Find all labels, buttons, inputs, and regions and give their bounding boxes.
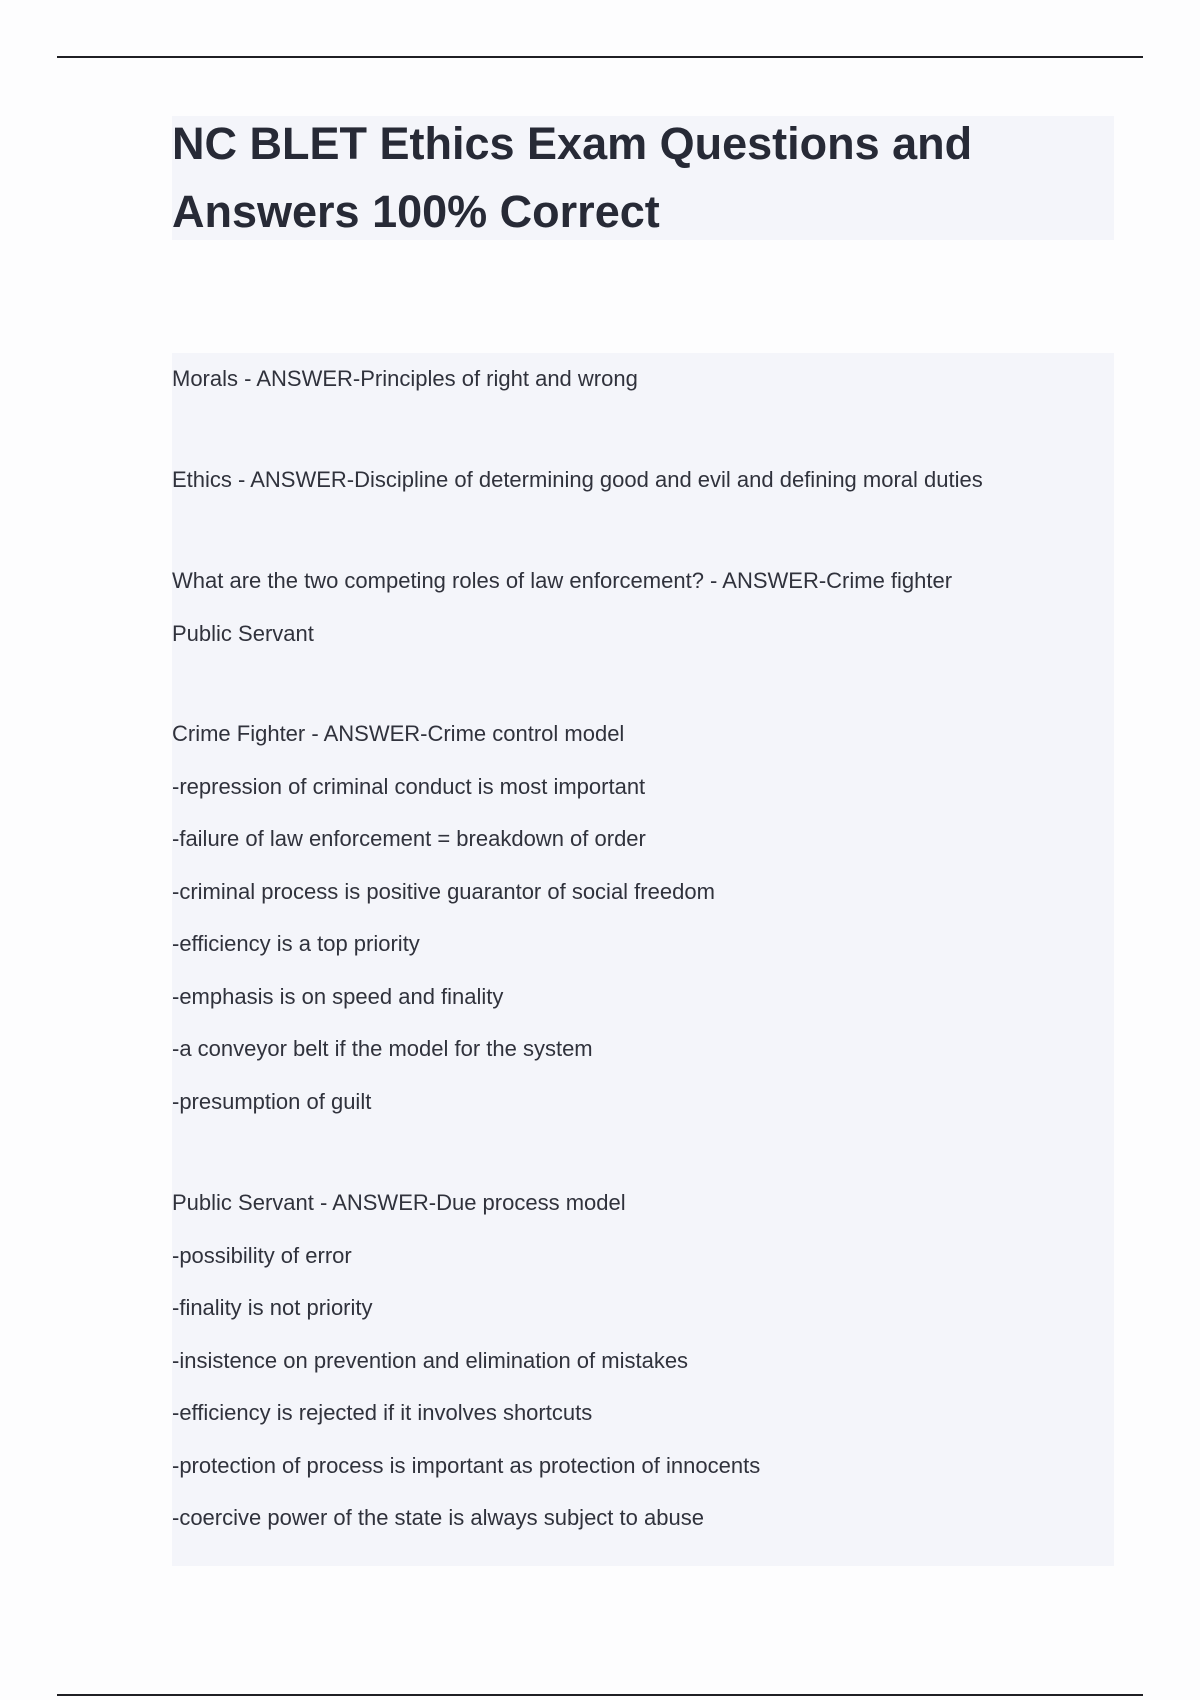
qa-line: -a conveyor belt if the model for the system <box>172 1036 593 1061</box>
qa-line: -protection of process is important as protection of innocents <box>172 1452 761 1478</box>
qa-line: -presumption of guilt <box>172 1088 372 1114</box>
qa-line: Ethics - ANSWER-Discipline of determining good and evil and defining moral duties <box>172 467 983 492</box>
qa-line: -efficiency is rejected if it involves shortcuts <box>172 1400 593 1425</box>
qa-entry-crime-fighter <box>172 708 1114 1128</box>
qa-line: -insistence on prevention and elimination of mistakes <box>172 1347 689 1373</box>
qa-entry-public-servant <box>172 1177 1114 1545</box>
qa-entry-competing-roles <box>172 555 1114 660</box>
qa-line: -repression of criminal conduct is most important <box>172 773 646 799</box>
qa-line: -criminal process is positive guarantor of social freedom <box>172 878 715 904</box>
page-footer-rule <box>57 1694 1143 1696</box>
qa-entry-ethics <box>172 454 1114 507</box>
qa-line: Public Servant <box>172 620 314 646</box>
document-title-line-1: NC BLET Ethics Exam Questions and <box>172 118 973 169</box>
qa-line: -finality is not priority <box>172 1295 373 1320</box>
qa-line: -failure of law enforcement = breakdown of order <box>172 826 646 851</box>
document-title <box>172 110 1114 246</box>
qa-line: -coercive power of the state is always subject to abuse <box>172 1505 704 1530</box>
qa-line: Crime Fighter - ANSWER-Crime control model <box>172 721 625 746</box>
document-title-line-2: Answers 100% Correct <box>172 186 660 237</box>
qa-line: -possibility of error <box>172 1242 352 1268</box>
qa-line: Public Servant - ANSWER-Due process model <box>172 1190 626 1215</box>
qa-content <box>172 353 1114 1566</box>
title-block <box>172 116 1114 240</box>
qa-line: -emphasis is on speed and finality <box>172 983 504 1009</box>
qa-line: What are the two competing roles of law enforcement? - ANSWER-Crime fighter <box>172 568 953 593</box>
qa-line: Morals - ANSWER-Principles of right and wrong <box>172 366 638 391</box>
qa-entry-morals <box>172 353 1114 406</box>
qa-line: -efficiency is a top priority <box>172 931 420 956</box>
page-header-rule <box>57 56 1143 58</box>
